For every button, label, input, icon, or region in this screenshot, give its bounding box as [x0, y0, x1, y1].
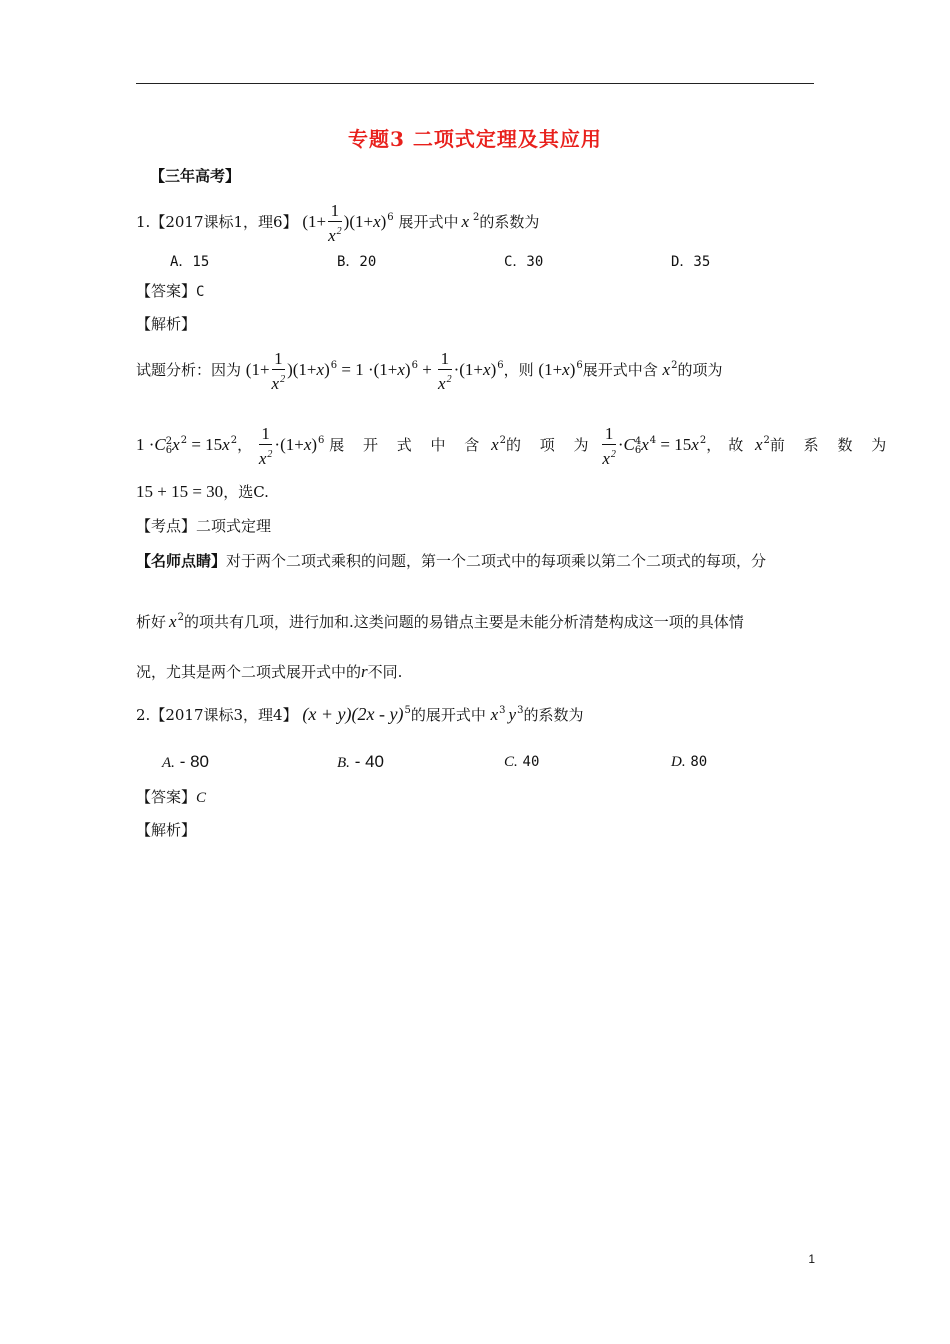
math-expression: (x + y)(2x - y): [302, 704, 404, 724]
fraction: $\frac{1}{x^2}$: [602, 423, 616, 468]
exponent: 6: [387, 212, 394, 223]
question-number: 2.: [136, 706, 151, 724]
math-variable: x: [373, 212, 381, 231]
question-text: 的展开式中: [410, 706, 486, 724]
question-1: [136, 200, 539, 246]
expression-part: ): [380, 212, 387, 231]
answer-2: 【答案】C: [136, 788, 207, 806]
analysis-line-2: 1 ·C 2 6 $x^2 = 15x^2$， $\frac{1}{x^2}$ $\cdot(1+x)^6$ 展 开 式 中 含 $x^2$的 项 为 $\frac{1}{x^2}$ ·C 4 6 $x^4 = 15x^2$，故 $x^2$前 系 数 为: [136, 423, 894, 468]
question-number: 1.: [136, 213, 151, 231]
question-text: 展开式中: [398, 213, 459, 231]
question-2: [136, 704, 583, 725]
header-rule: [136, 83, 814, 84]
exponent: 5: [404, 705, 411, 716]
analysis-text: ，故: [706, 436, 751, 454]
option-b: B．20: [337, 254, 377, 270]
fraction: $\frac{1}{x^2}$: [438, 348, 452, 393]
analysis-line-1: 试题分析：因为 (1+ $\frac{1}{x^2}$ )$(1+x)^6 = 1 \cdot(1+x)^6$ + $\frac{1}{x^2}$ $\cdot(1+x)^6$，则 $(1+x)^6$展开式中含 $x^2$的项为: [136, 348, 723, 393]
analysis-text: 展开式中含: [582, 361, 658, 379]
option-a: A．15: [170, 254, 210, 270]
mingshi-line-1: 【名师点睛】对于两个二项式乘积的问题，第一个二项式中的每项乘以第二个二项式的每项，分: [136, 552, 767, 570]
exponent: 3: [499, 705, 506, 716]
analysis-text: 前 系 数 为: [769, 436, 894, 454]
fraction: $\frac{1}{x^2}$: [258, 423, 273, 468]
fraction: $\frac{1}{x^2}$: [328, 200, 342, 245]
analysis-text: ，则: [503, 361, 534, 379]
fraction: $\frac{1}{x^2}$: [271, 348, 286, 393]
analysis-label-1: 【解析】: [136, 315, 197, 333]
option-c: C．30: [504, 254, 544, 270]
analysis-label-2: 【解析】: [136, 821, 197, 839]
analysis-text: 展 开 式 中 含: [329, 436, 487, 454]
analysis-text: 的 项 为: [505, 436, 596, 454]
expression-part: (1+: [302, 212, 327, 231]
mingshi-line-3: 况，尤其是两个二项式展开式中的r不同.: [136, 662, 403, 681]
exponent: 2: [473, 212, 480, 223]
question-source: 【2017课标3，理4】: [150, 706, 298, 724]
exponent: 3: [517, 705, 524, 716]
analysis-text: 试题分析：因为: [136, 361, 242, 379]
answer-1: 【答案】C: [136, 282, 205, 300]
expression-part: )(1+: [343, 212, 374, 231]
math-variable: y: [508, 705, 517, 724]
option-d: D. 80: [671, 754, 708, 770]
option-c: C. 40: [504, 754, 540, 770]
analysis-line-3: 15 + 15 = 30，选C.: [136, 482, 269, 501]
mingshi-line-2: 析好 $x^2$的项共有几项，进行加和.这类问题的易错点主要是未能分析清楚构成这一项的具体情: [136, 612, 744, 631]
kaodian-1: 【考点】二项式定理: [136, 517, 272, 535]
analysis-text: 的项为: [677, 361, 723, 379]
option-d: D．35: [671, 254, 711, 270]
math-variable: x: [461, 212, 470, 231]
math-variable: x: [490, 705, 499, 724]
question-source: 【2017课标1，理6】: [150, 213, 298, 231]
page-number: 1: [808, 1252, 815, 1266]
option-b: B. - 40: [337, 752, 384, 771]
document-title: 专题3 二项式定理及其应用: [348, 127, 602, 151]
question-text: 的系数为: [523, 706, 584, 724]
question-text: 的系数为: [479, 213, 540, 231]
section-heading: 【三年高考】: [150, 167, 241, 185]
option-a: A. - 80: [162, 752, 209, 771]
